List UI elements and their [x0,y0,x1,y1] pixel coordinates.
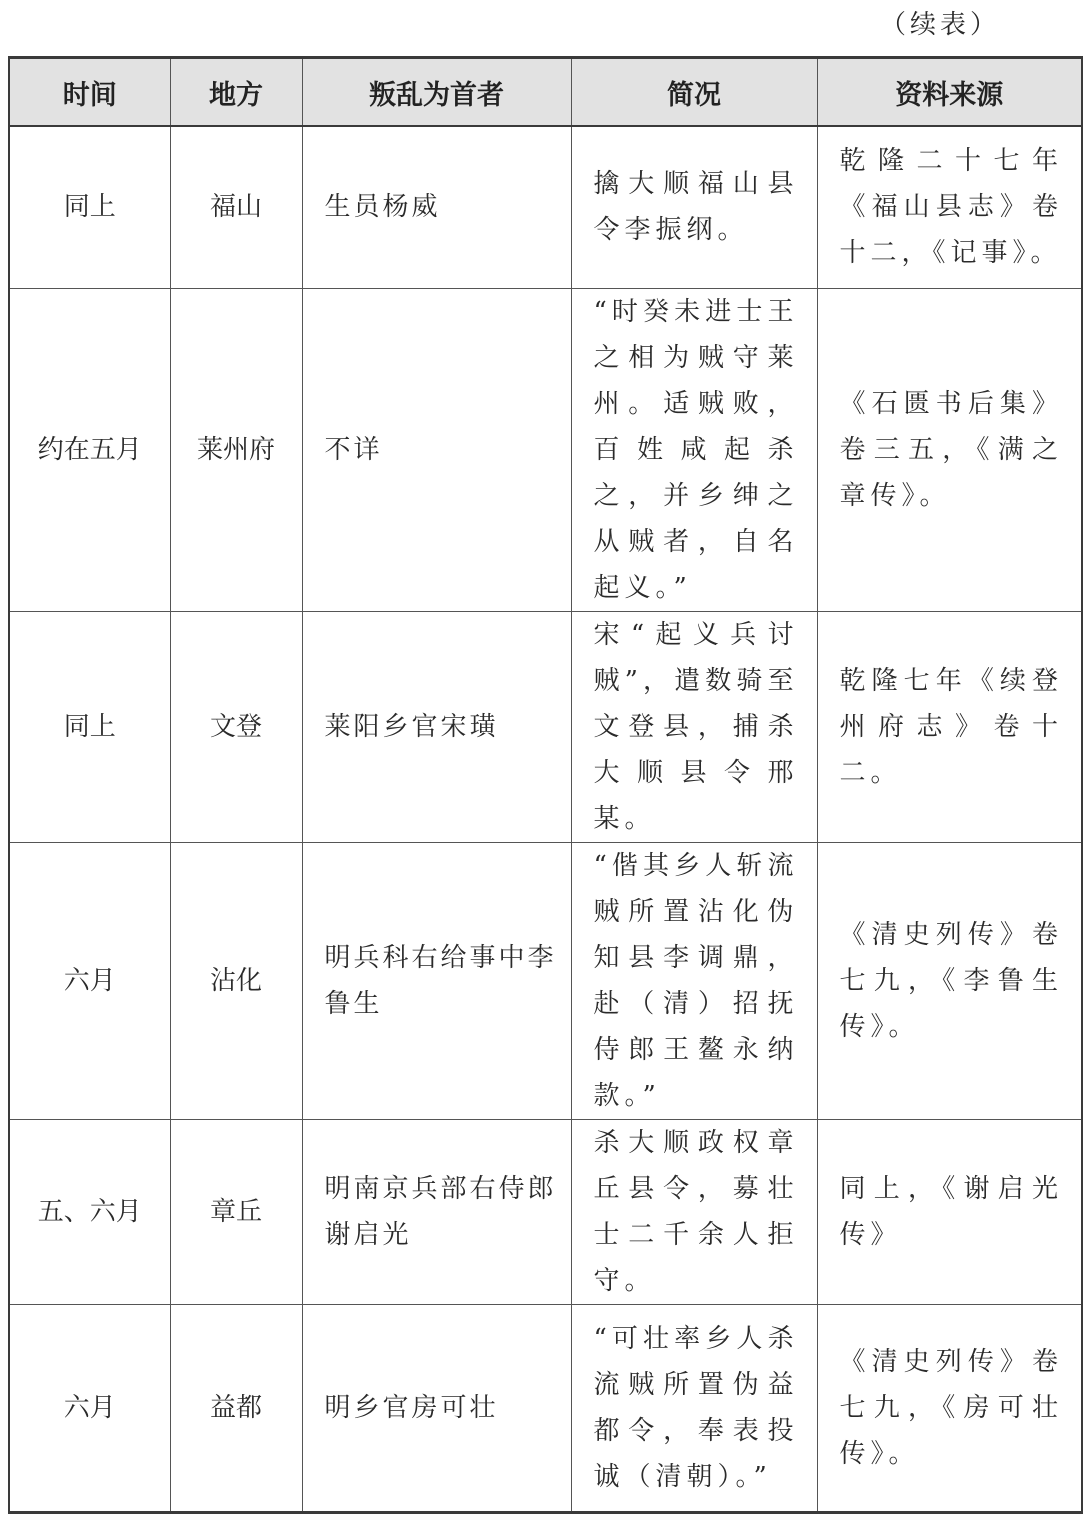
cell-leader-text: 明南京兵部右侍郎谢启光 [324,1173,557,1250]
cell-place: 文登 [170,611,302,842]
cell-summary [571,288,817,611]
cell-source [817,288,1082,611]
cell-leader [302,288,571,611]
cell-time: 同上 [9,611,170,842]
cell-summary-text: “可壮率乡人杀流贼所置伪益都令，奉表投诚（清朝）。” [593,1323,799,1492]
cell-place: 福山 [170,126,302,288]
cell-leader [302,611,571,842]
cell-summary-text: “时癸未进士王之相为贼守莱州。适贼败，百姓咸起杀之，并乡绅之从贼者，自名起义。” [593,296,799,603]
cell-time: 约在五月 [9,288,170,611]
cell-time: 同上 [9,126,170,288]
table-row [9,611,1082,842]
cell-source-text: 乾隆二十七年《福山县志》卷十二，《记事》。 [839,146,1063,269]
cell-summary [571,1304,817,1512]
cell-summary [571,126,817,288]
header-row [9,58,1082,127]
cell-source-text: 同上，《谢启光传》 [839,1173,1063,1250]
table-row [9,1119,1082,1304]
header-source: 资料来源 [817,58,1082,127]
cell-leader-text: 明兵科右给事中李鲁生 [324,942,557,1019]
cell-source [817,611,1082,842]
cell-time: 六月 [9,842,170,1119]
cell-source-text: 《清史列传》卷七九，《房可壮传》。 [839,1346,1063,1469]
cell-place: 沾化 [170,842,302,1119]
table-row [9,126,1082,288]
header-leader: 叛乱为首者 [302,58,571,127]
cell-time: 六月 [9,1304,170,1512]
cell-place: 章丘 [170,1119,302,1304]
cell-source-text: 《石匮书后集》卷三五，《满之章传》。 [839,388,1063,511]
cell-summary-text: 擒大顺福山县令李振纲。 [593,169,799,246]
cell-summary [571,611,817,842]
cell-leader-text: 不详 [324,434,383,465]
cell-place: 莱州府 [170,288,302,611]
table-row [9,288,1082,611]
cell-source-text: 乾隆七年《续登州府志》卷十二。 [839,665,1063,788]
cell-source [817,126,1082,288]
table-body [9,126,1082,1512]
cell-summary [571,842,817,1119]
cell-time: 五、六月 [9,1119,170,1304]
cell-leader-text: 莱阳乡官宋璜 [324,711,499,742]
header-place: 地方 [170,58,302,127]
cell-source [817,842,1082,1119]
table-row [9,842,1082,1119]
table-row [9,1304,1082,1512]
cell-source [817,1119,1082,1304]
cell-summary-text: 宋“起义兵讨贼”，遣数骑至文登县，捕杀大顺县令邢某。 [593,619,799,834]
continued-label: （续表） [880,10,1001,40]
cell-summary-text: 杀大顺政权章丘县令，募壮士二千余人拒守。 [593,1127,799,1296]
data-table [8,56,1083,1514]
cell-leader [302,842,571,1119]
cell-leader-text: 生员杨威 [324,192,441,223]
cell-leader-text: 明乡官房可壮 [324,1392,499,1423]
cell-summary-text: “偕其乡人斩流贼所置沾化伪知县李调鼎，赴（清）招抚侍郎王鳌永纳款。” [593,850,799,1111]
table-header [9,58,1082,127]
cell-source-text: 《清史列传》卷七九，《李鲁生传》。 [839,919,1063,1042]
cell-summary [571,1119,817,1304]
cell-leader [302,126,571,288]
cell-source [817,1304,1082,1512]
cell-leader [302,1304,571,1512]
cell-leader [302,1119,571,1304]
header-summary: 简况 [571,58,817,127]
cell-place: 益都 [170,1304,302,1512]
header-time: 时间 [9,58,170,127]
